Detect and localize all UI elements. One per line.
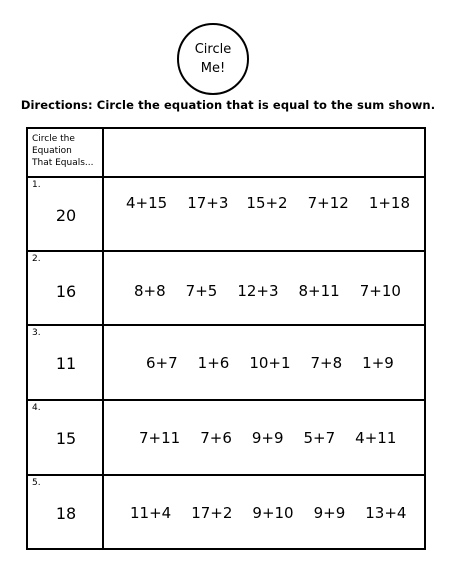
table-row <box>27 475 425 549</box>
equation-choice[interactable]: 4+11 <box>355 429 397 447</box>
equation-choice[interactable]: 17+3 <box>187 194 229 212</box>
equation-choice[interactable]: 12+3 <box>237 282 279 300</box>
equation-choice[interactable]: 7+6 <box>200 429 232 447</box>
row-number: 1. <box>32 180 41 190</box>
equation-choice[interactable]: 9+10 <box>252 504 294 522</box>
equation-choice[interactable]: 8+11 <box>298 282 340 300</box>
equation-choice[interactable]: 7+11 <box>139 429 181 447</box>
table-row <box>27 400 425 475</box>
choices-cell <box>103 177 425 251</box>
equation-choice[interactable]: 9+9 <box>313 504 346 522</box>
row-target-sum: 11 <box>55 354 77 373</box>
table-row <box>27 251 425 325</box>
equation-choice[interactable]: 9+9 <box>251 429 284 447</box>
equation-choice[interactable]: 1+6 <box>197 354 230 372</box>
equation-choice[interactable]: 7+12 <box>307 194 349 212</box>
row-target-sum: 20 <box>55 206 77 225</box>
choices-cell <box>103 475 425 549</box>
circle-me-logo <box>177 23 249 95</box>
target-cell <box>27 177 103 251</box>
row-number: 4. <box>32 403 41 413</box>
equation-choice[interactable]: 7+8 <box>310 354 343 372</box>
target-cell <box>27 400 103 475</box>
equation-choice[interactable]: 5+7 <box>303 429 336 447</box>
equation-choice[interactable]: 17+2 <box>191 504 233 522</box>
table-row <box>27 177 425 251</box>
choices-cell <box>103 400 425 475</box>
equation-choice[interactable]: 10+1 <box>249 354 291 372</box>
choices-cell <box>103 251 425 325</box>
row-number: 3. <box>32 328 41 338</box>
row-target-sum: 16 <box>55 282 77 301</box>
choices-cell <box>103 325 425 400</box>
equation-choice[interactable]: 7+10 <box>359 282 401 300</box>
header-blank-cell <box>103 128 425 177</box>
header-line-2: Equation <box>32 146 72 156</box>
equation-choice[interactable]: 4+15 <box>126 194 168 212</box>
equation-choice[interactable]: 1+18 <box>368 194 411 212</box>
equation-choice[interactable]: 8+8 <box>134 282 166 300</box>
header-instruction-cell <box>27 128 103 177</box>
header-line-3: That Equals... <box>32 158 94 168</box>
equation-choice[interactable]: 11+4 <box>130 504 172 522</box>
target-cell <box>27 325 103 400</box>
row-number: 2. <box>32 254 41 264</box>
target-cell <box>27 251 103 325</box>
logo-line-2: Me! <box>200 61 226 76</box>
equation-choice[interactable]: 15+2 <box>246 194 288 212</box>
row-target-sum: 18 <box>55 504 77 523</box>
worksheet-table <box>26 127 426 550</box>
equation-choice[interactable]: 6+7 <box>146 354 178 372</box>
header-line-1: Circle the <box>32 134 75 144</box>
row-target-sum: 15 <box>55 429 77 448</box>
row-number: 5. <box>32 478 41 488</box>
target-cell <box>27 475 103 549</box>
directions-text: Directions: Circle the equation that is equal to the sum shown. <box>20 98 436 112</box>
logo-line-1: Circle <box>194 42 232 57</box>
equation-choice[interactable]: 13+4 <box>365 504 407 522</box>
header-row <box>27 128 425 177</box>
equation-choice[interactable]: 1+9 <box>362 354 394 372</box>
equation-choice[interactable]: 7+5 <box>185 282 218 300</box>
table-row <box>27 325 425 400</box>
